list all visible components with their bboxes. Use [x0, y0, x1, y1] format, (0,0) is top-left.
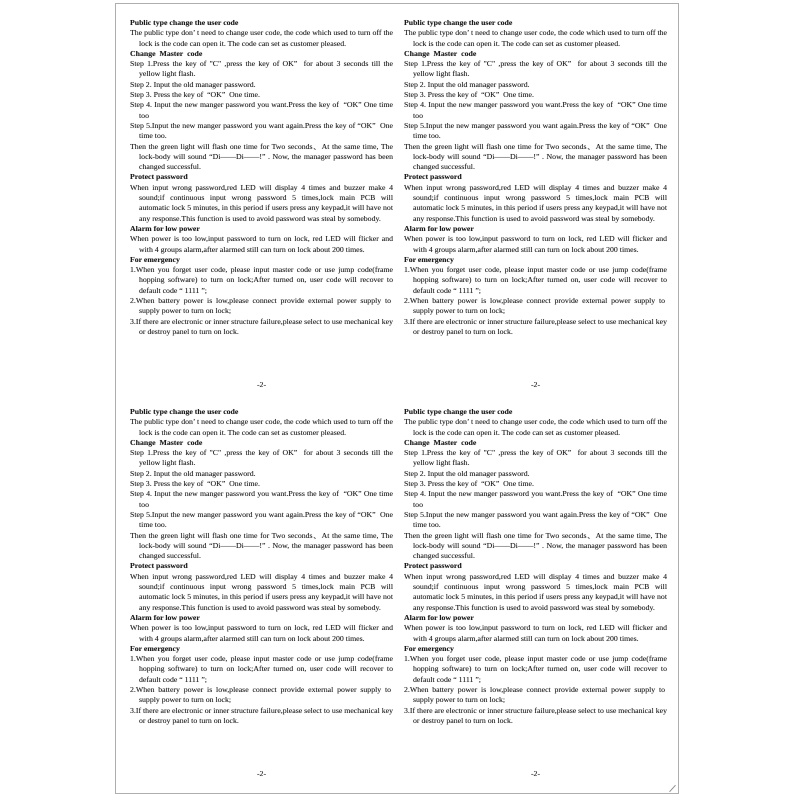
paragraph-step-3: Step 3. Press the key of “OK” One time. — [130, 479, 260, 489]
paragraph-emergency-3: 3.If there are electronic or inner structure failure,please select to use mechanical key or destroy panel to turn on lock. — [130, 705, 393, 725]
paragraph: The public type don’ t need to change user code, the code which used to turn off the lock is the code can open it. The code can set as customer pleased. — [404, 28, 667, 48]
section-heading-alarm-low-power: Alarm for low power — [130, 612, 200, 622]
paragraph: When power is too low,input password to turn on lock, red LED will flicker and with 4 groups alarm,after alarmed still can turn on lock about 200 times. — [130, 234, 393, 254]
manual-page — [404, 407, 667, 779]
paragraph-emergency-3: 3.If there are electronic or inner structure failure,please select to use mechanical key or destroy panel to turn on lock. — [404, 316, 667, 336]
paragraph-step-5: Step 5.Input the new manger password you want again.Press the key of “OK” One time too. — [404, 509, 667, 530]
paragraph: When input wrong password,red LED will display 4 times and buzzer make 4 sound;if continuous input wrong password 5 times,lock main PCB will automatic lock 5 minutes, in this period if users press any keypad,it will have not any response.This function is used to avoid password was steal by somebody. — [404, 182, 667, 223]
section-heading-public-type: Public type change the user code — [404, 407, 513, 416]
paragraph-step-3: Step 3. Press the key of “OK” One time. — [404, 479, 534, 489]
paragraph-result: Then the green light will flash one time for Two seconds、At the same time, The lock-body will sound “Di——Di——!” . Now, the manager password has been changed successful. — [404, 530, 667, 561]
section-heading-alarm-low-power: Alarm for low power — [404, 223, 474, 233]
paragraph-step-4: Step 4. Input the new manger password you want.Press the key of “OK” One time too — [130, 100, 393, 120]
paragraph-result: Then the green light will flash one time for Two seconds、At the same time, The lock-body will sound “Di——Di——!” . Now, the manager password has been changed successful. — [130, 141, 393, 172]
paragraph-result: Then the green light will flash one time for Two seconds、At the same time, The lock-body will sound “Di——Di——!” . Now, the manager password has been changed successful. — [404, 141, 667, 172]
section-heading-change-master-code: Change Master code — [130, 48, 203, 58]
paragraph-step-1: Step 1.Press the key of "C" ,press the key of OK” for about 3 seconds till the yellow light flash. — [404, 448, 667, 468]
paragraph: The public type don’ t need to change user code, the code which used to turn off the lock is the code can open it. The code can set as customer pleased. — [130, 28, 393, 48]
section-heading-protect-password: Protect password — [404, 172, 462, 182]
section-heading-protect-password: Protect password — [404, 561, 462, 571]
paragraph-step-5: Step 5.Input the new manger password you want again.Press the key of “OK” One time too. — [130, 120, 393, 141]
paragraph-emergency-2: 2.When battery power is low,please connect provide external power supply to supply power to turn on lock; — [130, 296, 393, 316]
paragraph-emergency-1: 1.When you forget user code, please input master code or use jump code(frame hopping software) to turn on lock;After turned on, user code will recover to default code “ 1111 ”; — [130, 654, 393, 684]
page-number: -2- — [530, 769, 541, 778]
paragraph-step-2: Step 2. Input the old manager password. — [130, 79, 256, 89]
paragraph: When power is too low,input password to turn on lock, red LED will flicker and with 4 groups alarm,after alarmed still can turn on lock about 200 times. — [130, 623, 393, 643]
section-heading-for-emergency: For emergency — [404, 254, 454, 264]
paragraph-step-5: Step 5.Input the new manger password you want again.Press the key of “OK” One time too. — [404, 120, 667, 141]
paragraph: The public type don’ t need to change user code, the code which used to turn off the lock is the code can open it. The code can set as customer pleased. — [130, 417, 393, 437]
paragraph-step-3: Step 3. Press the key of “OK” One time. — [404, 90, 534, 100]
section-heading-for-emergency: For emergency — [130, 643, 180, 653]
paragraph: When input wrong password,red LED will display 4 times and buzzer make 4 sound;if continuous input wrong password 5 times,lock main PCB will automatic lock 5 minutes, in this period if users press any keypad,it will have not any response.This function is used to avoid password was steal by somebody. — [404, 571, 667, 612]
paragraph-step-2: Step 2. Input the old manager password. — [130, 468, 256, 478]
page-corner-mark-icon — [669, 785, 676, 792]
section-heading-public-type: Public type change the user code — [130, 18, 239, 27]
paragraph-step-2: Step 2. Input the old manager password. — [404, 468, 530, 478]
paragraph-emergency-2: 2.When battery power is low,please connect provide external power supply to supply power to turn on lock; — [404, 685, 667, 705]
paragraph-step-4: Step 4. Input the new manger password you want.Press the key of “OK” One time too — [130, 489, 393, 509]
paragraph-emergency-3: 3.If there are electronic or inner structure failure,please select to use mechanical key or destroy panel to turn on lock. — [404, 705, 667, 725]
section-heading-change-master-code: Change Master code — [130, 437, 203, 447]
paragraph: When power is too low,input password to turn on lock, red LED will flicker and with 4 groups alarm,after alarmed still can turn on lock about 200 times. — [404, 623, 667, 643]
paragraph-emergency-2: 2.When battery power is low,please connect provide external power supply to supply power to turn on lock; — [130, 685, 393, 705]
paragraph-emergency-3: 3.If there are electronic or inner structure failure,please select to use mechanical key or destroy panel to turn on lock. — [130, 316, 393, 336]
paragraph-step-4: Step 4. Input the new manger password you want.Press the key of “OK” One time too — [404, 489, 667, 509]
paragraph-step-1: Step 1.Press the key of "C" ,press the key of OK” for about 3 seconds till the yellow light flash. — [130, 59, 393, 79]
manual-sheet — [115, 3, 679, 794]
paragraph-step-1: Step 1.Press the key of "C" ,press the key of OK” for about 3 seconds till the yellow light flash. — [130, 448, 393, 468]
paragraph: When input wrong password,red LED will display 4 times and buzzer make 4 sound;if continuous input wrong password 5 times,lock main PCB will automatic lock 5 minutes, in this period if users press any keypad,it will have not any response.This function is used to avoid password was steal by somebody. — [130, 571, 393, 612]
paragraph: When input wrong password,red LED will display 4 times and buzzer make 4 sound;if continuous input wrong password 5 times,lock main PCB will automatic lock 5 minutes, in this period if users press any keypad,it will have not any response.This function is used to avoid password was steal by somebody. — [130, 182, 393, 223]
section-heading-protect-password: Protect password — [130, 172, 188, 182]
paragraph-emergency-1: 1.When you forget user code, please input master code or use jump code(frame hopping software) to turn on lock;After turned on, user code will recover to default code “ 1111 ”; — [404, 265, 667, 295]
paragraph-step-4: Step 4. Input the new manger password you want.Press the key of “OK” One time too — [404, 100, 667, 120]
section-heading-public-type: Public type change the user code — [130, 407, 239, 416]
paragraph-emergency-1: 1.When you forget user code, please input master code or use jump code(frame hopping software) to turn on lock;After turned on, user code will recover to default code “ 1111 ”; — [130, 265, 393, 295]
section-heading-protect-password: Protect password — [130, 561, 188, 571]
paragraph-step-3: Step 3. Press the key of “OK” One time. — [130, 90, 260, 100]
page-number: -2- — [256, 380, 267, 389]
section-heading-alarm-low-power: Alarm for low power — [404, 612, 474, 622]
section-heading-change-master-code: Change Master code — [404, 437, 477, 447]
manual-page — [130, 407, 393, 779]
section-heading-change-master-code: Change Master code — [404, 48, 477, 58]
paragraph-result: Then the green light will flash one time for Two seconds、At the same time, The lock-body will sound “Di——Di——!” . Now, the manager password has been changed successful. — [130, 530, 393, 561]
page-number: -2- — [530, 380, 541, 389]
section-heading-for-emergency: For emergency — [130, 254, 180, 264]
paragraph: The public type don’ t need to change user code, the code which used to turn off the lock is the code can open it. The code can set as customer pleased. — [404, 417, 667, 437]
paragraph-step-1: Step 1.Press the key of "C" ,press the key of OK” for about 3 seconds till the yellow light flash. — [404, 59, 667, 79]
section-heading-public-type: Public type change the user code — [404, 18, 513, 27]
manual-page — [130, 18, 393, 390]
manual-page — [404, 18, 667, 390]
section-heading-for-emergency: For emergency — [404, 643, 454, 653]
section-heading-alarm-low-power: Alarm for low power — [130, 223, 200, 233]
paragraph-step-2: Step 2. Input the old manager password. — [404, 79, 530, 89]
paragraph-emergency-2: 2.When battery power is low,please connect provide external power supply to supply power to turn on lock; — [404, 296, 667, 316]
page-number: -2- — [256, 769, 267, 778]
paragraph: When power is too low,input password to turn on lock, red LED will flicker and with 4 groups alarm,after alarmed still can turn on lock about 200 times. — [404, 234, 667, 254]
paragraph-step-5: Step 5.Input the new manger password you want again.Press the key of “OK” One time too. — [130, 509, 393, 530]
paragraph-emergency-1: 1.When you forget user code, please input master code or use jump code(frame hopping software) to turn on lock;After turned on, user code will recover to default code “ 1111 ”; — [404, 654, 667, 684]
